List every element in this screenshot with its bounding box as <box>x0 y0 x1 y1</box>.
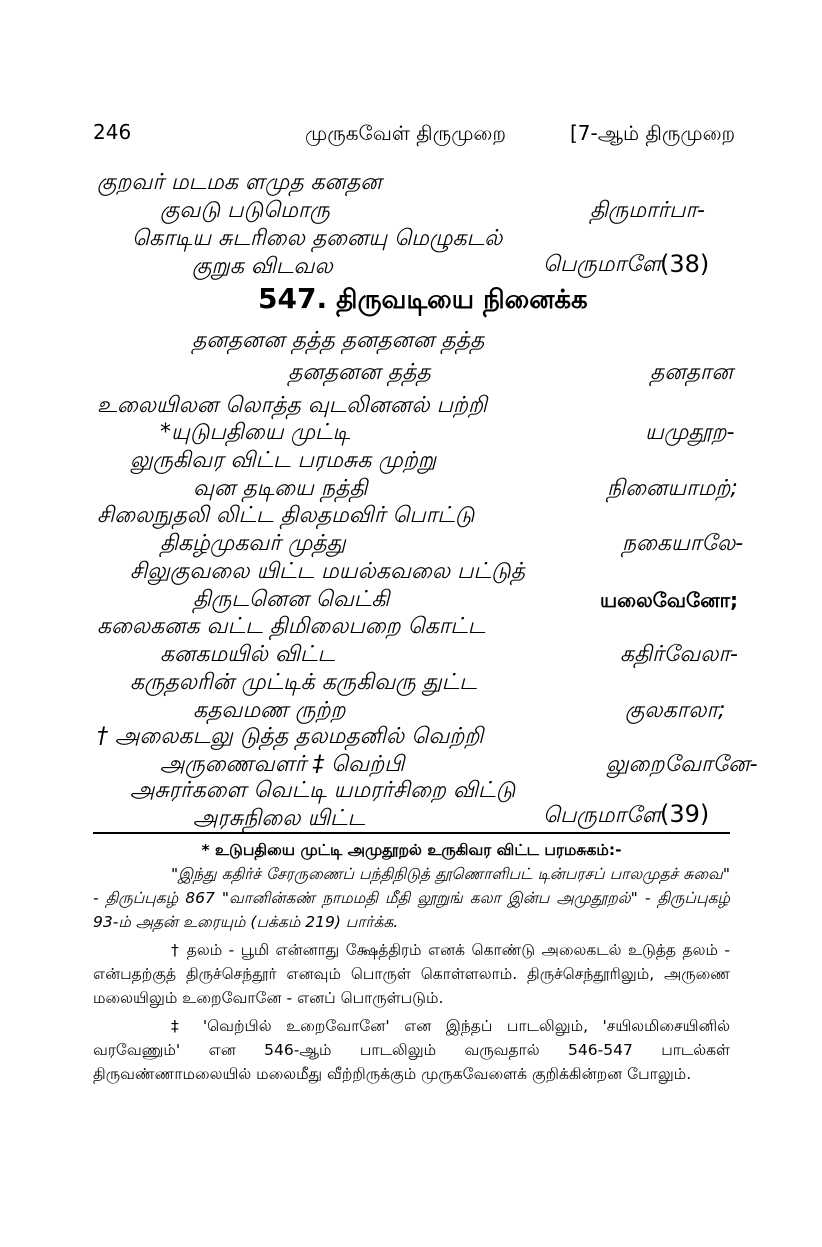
footnote-body: "இந்து கதிர்ச் சேரருணைப் பந்திநிடுத் தூணொளிபட் டின்பரசப் பாலமுதச் சுவை" - திருப்புகழ் 867 "வானின்கண் நாமமதி மீதி லூறுங் கலா இன்ப அமுதூறல்" - திருப்புகழ் 93-ம் அதன் உரையும் (பக்கம் 219) பார்க்க. <box>93 865 730 931</box>
verse-line: குறுக விடவல <box>192 254 333 279</box>
song-title-text: திருவடியை நினைக்க <box>336 285 588 315</box>
verse-line: கொடிய சுடரிலை தனையு மெழுகடல் <box>132 226 503 251</box>
verse-line-end: யமுதூற- <box>645 420 735 445</box>
meter-line-end: தனதான <box>650 360 733 385</box>
verse-line-end: பெருமாளே <box>543 252 662 277</box>
meter-line: தனதனன தத்த <box>288 360 431 385</box>
verse-line: சிலுகுவலை யிட்ட மயல்கவலை பட்டுத் <box>130 559 525 584</box>
verse-line: † அலைகடலு டுத்த தலமதனில் வெற்றி <box>97 724 484 749</box>
verse-line-end: நகையாலே- <box>622 531 744 556</box>
verse-line-end: பெருமாளே <box>543 803 662 828</box>
verse-line: லுருகிவர விட்ட பரமசுக முற்று <box>130 448 437 473</box>
verse-line: திருடனென வெட்கி <box>193 587 390 612</box>
verse-line: அரசுநிலை யிட்ட <box>193 806 366 831</box>
verse-line: கதவமண ருற்ற <box>193 698 346 723</box>
section-title: [7-ஆம் திருமுறை <box>570 121 736 145</box>
footnote-title: * உடுபதியை முட்டி அமுதூறல் உருகிவர விட்ட பரமசுகம்:- <box>201 841 622 859</box>
verse-line-end: லுறைவோனே- <box>606 752 758 777</box>
song-number-label: (39) <box>660 800 710 828</box>
verse-line-end: யலைவேனோ; <box>600 588 739 612</box>
footnote-body: † தலம் - பூமி என்னாது க்ஷேத்திரம் எனக் கொண்டு அலைகடல் உடுத்த தலம் - என்பதற்குத் திருச்செந்தூர் எனவும் பொருள் கொள்ளலாம். திருச்செந்தூரிலும், அருணை மலையிலும் உறைவோனே - எனப் பொருள்படும். <box>93 941 730 1007</box>
verse-line-end: குலகாலா; <box>625 698 726 723</box>
verse-line: கருதலரின் முட்டிக் கருகிவரு துட்ட <box>130 670 477 695</box>
verse-line-end: கதிர்வேலா- <box>620 642 738 667</box>
verse-line: குவடு படுமொரு <box>160 198 330 223</box>
verse-line: அசுரர்களை வெட்டி யமரர்சிறை விட்டு <box>130 778 516 803</box>
verse-line: அருணைவளர் ‡ வெற்பி <box>160 752 405 777</box>
verse-line: திகழ்முகவர் முத்து <box>160 531 346 556</box>
song-number-label: (38) <box>660 250 710 278</box>
verse-line: கலைகனக வட்ட திமிலைபறை கொட்ட <box>97 614 486 639</box>
verse-line: சிலைநுதலி லிட்ட திலதமவிர் பொட்டு <box>97 503 475 528</box>
page-number: 246 <box>93 120 132 144</box>
verse-line: வுன தடியை நத்தி <box>193 476 368 501</box>
footnotes <box>93 838 730 1086</box>
verse-line: உலையிலன லொத்த வுடலினனல் பற்றி <box>97 393 487 418</box>
song-title <box>258 282 588 318</box>
verse-line: குறவர் மடமக ளமுத கனதன <box>97 170 382 195</box>
meter-line: தனதனன தத்த தனதனன தத்த <box>192 328 485 353</box>
verse-line: கனகமயில் விட்ட <box>160 642 336 667</box>
footnote-body: ‡ 'வெற்பில் உறைவோனே' என இந்தப் பாடலிலும், 'சயிலமிசையினில் வரவேணும்' என 546-ஆம் பாடலிலும் வருவதால் 546-547 பாடல்கள் திருவண்ணாமலையில் மலைமீது வீற்றிருக்கும் முருகவேளைக் குறிக்கின்றன போலும். <box>93 1017 730 1083</box>
footnote-divider <box>93 832 730 834</box>
verse-line-end: நினையாமற்; <box>607 476 738 501</box>
book-title: முருகவேள் திருமுறை <box>305 121 506 145</box>
verse-line-end: திருமார்பா- <box>590 198 705 223</box>
song-number: 547. <box>258 282 328 315</box>
verse-line: *யுடுபதியை முட்டி <box>160 420 351 445</box>
